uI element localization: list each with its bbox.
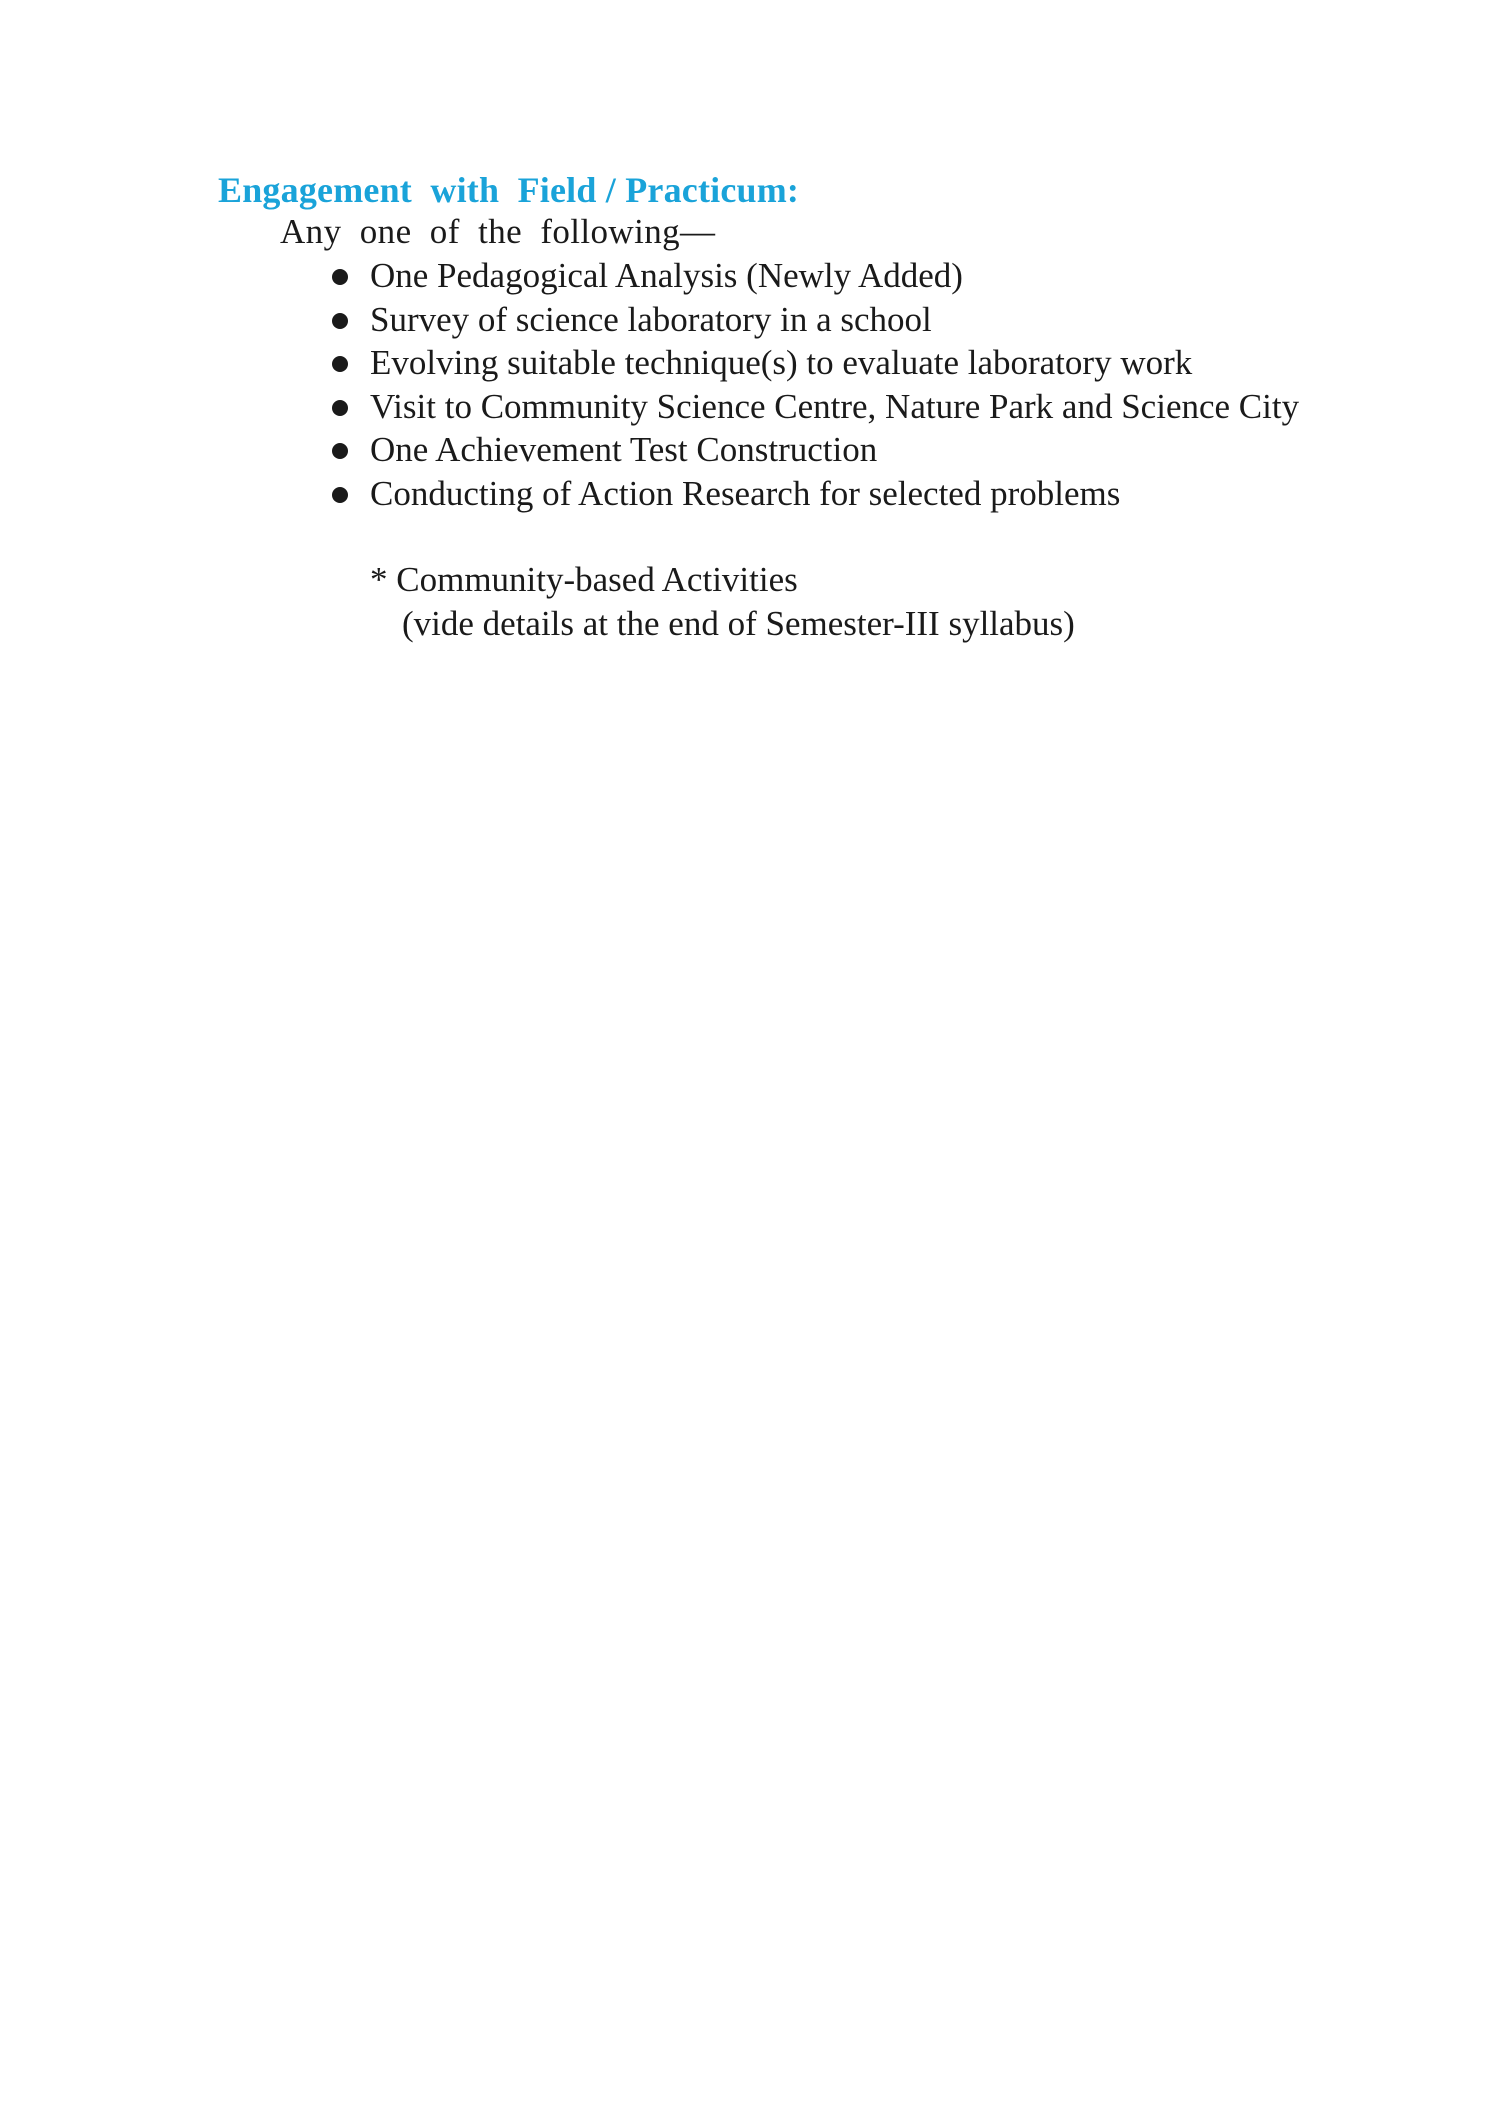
list-item-text: One Achievement Test Construction — [370, 430, 878, 469]
list-item-text: Visit to Community Science Centre, Nature Park and Science City — [370, 386, 1300, 426]
list-item — [328, 472, 1328, 516]
bullet-icon — [332, 313, 348, 329]
activity-list — [328, 254, 1328, 515]
bullet-icon — [332, 400, 348, 416]
section-heading: Engagement with Field / Practicum: — [218, 170, 800, 210]
bullet-icon — [332, 443, 348, 459]
list-item-text: Conducting of Action Research for selected problems — [370, 473, 1121, 513]
list-item-text: Survey of science laboratory in a school — [370, 299, 932, 339]
bullet-icon — [332, 487, 348, 503]
list-item-text: Evolving suitable technique(s) to evaluate laboratory work — [370, 343, 1193, 382]
list-item — [328, 385, 1328, 429]
bullet-icon — [332, 356, 348, 372]
list-item — [328, 254, 1328, 298]
list-item — [328, 428, 1328, 472]
note-detail: (vide details at the end of Semester-III syllabus) — [402, 604, 1075, 643]
intro-text: Any one of the following— — [280, 212, 716, 251]
bullet-icon — [332, 269, 348, 285]
list-item-text: One Pedagogical Analysis (Newly Added) — [370, 256, 963, 295]
list-item — [328, 298, 1328, 342]
community-activities-note: * Community-based Activities — [370, 560, 798, 599]
list-item — [328, 341, 1328, 385]
